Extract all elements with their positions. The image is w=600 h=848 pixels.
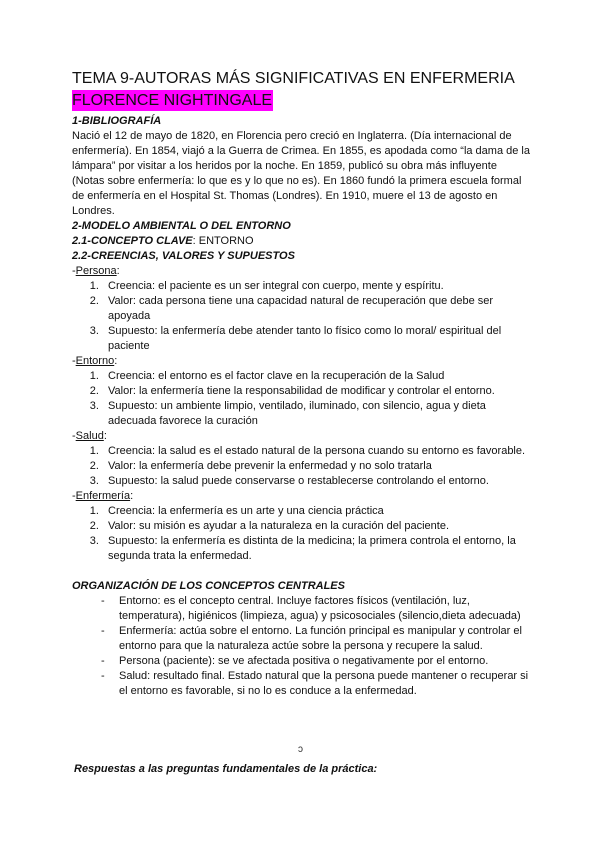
highlighted-heading: FLORENCE NIGHTINGALE (72, 92, 273, 109)
biography-heading: 1-BIBLIOGRAFÍA (72, 115, 162, 127)
list-item: - Salud: resultado final. Estado natural que la persona puede mantener o recuperar si el entorno es favorable, si no lo es conduce a la enfermedad. (101, 669, 532, 699)
group-list (72, 369, 532, 429)
model-heading: 2-MODELO AMBIENTAL O DEL ENTORNO (72, 220, 291, 232)
document-body (72, 68, 532, 699)
list-item: 1. Creencia: la salud es el estado natural de la persona cuando su entorno es favorable. (102, 444, 532, 459)
organization-list (72, 594, 532, 699)
group-label: -Persona: (72, 265, 120, 277)
stray-mark: ɔ (298, 744, 303, 755)
final-heading: Respuestas a las preguntas fundamentales de la práctica: (74, 763, 378, 775)
group-list (72, 444, 532, 489)
list-item: 1. Creencia: el paciente es un ser integral con cuerpo, mente y espíritu. (102, 279, 532, 294)
list-item: 3. Supuesto: la enfermería es distinta de la medicina; la primera controla el entorno, la segunda trata la enfermedad. (102, 534, 532, 564)
list-item: 2. Valor: su misión es ayudar a la naturaleza en la curación del paciente. (102, 519, 532, 534)
list-item: 3. Supuesto: un ambiente limpio, ventilado, iluminado, con silencio, agua y dieta adecuada favorece la curación (102, 399, 532, 429)
list-item: 3. Supuesto: la enfermería debe atender tanto lo físico como lo moral/ espiritual del paciente (102, 324, 532, 354)
list-item: 3. Supuesto: la salud puede conservarse o restablecerse controlando el entorno. (102, 474, 532, 489)
organization-heading: ORGANIZACIÓN DE LOS CONCEPTOS CENTRALES (72, 580, 345, 592)
group-list (72, 279, 532, 354)
page-title: TEMA 9-AUTORAS MÁS SIGNIFICATIVAS EN ENFERMERIA (72, 70, 515, 87)
list-item: 2. Valor: la enfermería debe prevenir la enfermedad y no solo tratarla (102, 459, 532, 474)
concept-line (72, 234, 532, 249)
beliefs-heading: 2.2-CREENCIAS, VALORES Y SUPUESTOS (72, 250, 295, 262)
list-item: 1. Creencia: el entorno es el factor clave en la recuperación de la Salud (102, 369, 532, 384)
group-list (72, 504, 532, 564)
group-label: -Enfermería: (72, 490, 134, 502)
list-item: 1. Creencia: la enfermería es un arte y una ciencia práctica (102, 504, 532, 519)
list-item: - Enfermería: actúa sobre el entorno. La función principal es manipular y controlar el entorno para que la naturaleza actúe sobre la persona y recupere la salud. (101, 624, 532, 654)
concept-label: 2.1-CONCEPTO CLAVE (72, 235, 193, 247)
group-label: -Salud: (72, 430, 107, 442)
list-item: - Persona (paciente): se ve afectada positiva o negativamente por el entorno. (101, 654, 532, 669)
list-item: 2. Valor: cada persona tiene una capacidad natural de recuperación que debe ser apoyada (102, 294, 532, 324)
list-item: - Entorno: es el concepto central. Incluye factores físicos (ventilación, luz, temperatura), higiénicos (limpieza, agua) y psicosociales (silencio,dieta adecuada) (101, 594, 532, 624)
biography-text: Nació el 12 de mayo de 1820, en Florencia pero creció en Inglaterra. (Día internacional de enfermería). En 1854, viajó a la Guerra de Crimea. En 1855, es apodada como “la dama de la lámpara” por visitar a los heridos por la noche. En 1859, publicó su obra más influyente (Notas sobre enfermería: lo que es y lo que no es). En 1860 fundó la primera escuela formal de enfermería en el Hospital St. Thomas (Londres). En 1910, muere el 13 de agosto en Londres. (72, 130, 530, 217)
list-item: 2. Valor: la enfermería tiene la responsabilidad de modificar y controlar el entorno. (102, 384, 532, 399)
concept-value: : ENTORNO (192, 235, 254, 247)
group-label: -Entorno: (72, 355, 118, 367)
